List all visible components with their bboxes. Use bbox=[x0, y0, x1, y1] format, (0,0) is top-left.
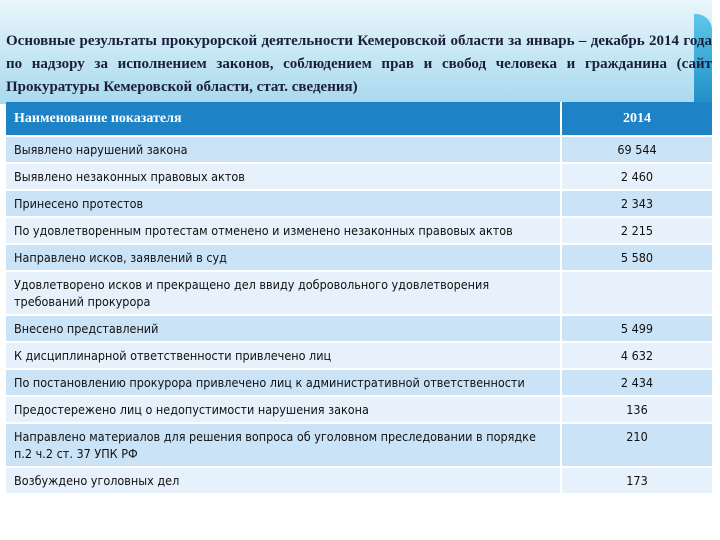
table-row bbox=[6, 136, 712, 163]
value-cell: 173 bbox=[561, 467, 712, 493]
table-row bbox=[6, 244, 712, 271]
slide-title: Основные результаты прокурорской деятельности Кемеровской области за январь – декабрь 2014 года по надзору за исполнением законов, соблюдением прав и свобод человека и гражданина (сайт Прокуратуры Кемеровской области, стат. сведения) bbox=[6, 33, 712, 95]
table-row bbox=[6, 163, 712, 190]
indicator-cell: Направлено исков, заявлений в суд bbox=[6, 244, 561, 271]
value-cell: 2 460 bbox=[561, 163, 712, 190]
table-row bbox=[6, 467, 712, 493]
column-header-indicator: Наименование показателя bbox=[6, 102, 561, 136]
column-header-year: 2014 bbox=[561, 102, 712, 136]
table-row bbox=[6, 423, 712, 467]
value-cell: 136 bbox=[561, 396, 712, 423]
table-row bbox=[6, 217, 712, 244]
indicator-cell: По постановлению прокурора привлечено лиц к административной ответственности bbox=[6, 369, 561, 396]
value-cell: 69 544 bbox=[561, 136, 712, 163]
table-row bbox=[6, 396, 712, 423]
indicator-cell: Внесено представлений bbox=[6, 315, 561, 342]
indicator-cell: К дисциплинарной ответственности привлечено лиц bbox=[6, 342, 561, 369]
indicator-cell: Принесено протестов bbox=[6, 190, 561, 217]
value-cell: 2 343 bbox=[561, 190, 712, 217]
table-row bbox=[6, 271, 712, 315]
indicator-cell: Удовлетворено исков и прекращено дел ввиду добровольного удовлетворения требований прокурора bbox=[6, 271, 561, 315]
indicator-cell: Возбуждено уголовных дел bbox=[6, 467, 561, 493]
value-cell bbox=[561, 271, 712, 315]
value-cell: 5 580 bbox=[561, 244, 712, 271]
table-row bbox=[6, 315, 712, 342]
value-cell: 2 215 bbox=[561, 217, 712, 244]
indicator-cell: По удовлетворенным протестам отменено и изменено незаконных правовых актов bbox=[6, 217, 561, 244]
table-header-row bbox=[6, 102, 712, 136]
indicator-cell: Предостережено лиц о недопустимости нарушения закона bbox=[6, 396, 561, 423]
indicator-cell: Выявлено незаконных правовых актов bbox=[6, 163, 561, 190]
value-cell: 4 632 bbox=[561, 342, 712, 369]
table-row bbox=[6, 190, 712, 217]
table-row bbox=[6, 369, 712, 396]
table-row bbox=[6, 342, 712, 369]
value-cell: 210 bbox=[561, 423, 712, 467]
value-cell: 5 499 bbox=[561, 315, 712, 342]
value-cell: 2 434 bbox=[561, 369, 712, 396]
results-table bbox=[6, 102, 712, 493]
indicator-cell: Выявлено нарушений закона bbox=[6, 136, 561, 163]
indicator-cell: Направлено материалов для решения вопроса об уголовном преследовании в порядке п.2 ч.2 ст. 37 УПК РФ bbox=[6, 423, 561, 467]
